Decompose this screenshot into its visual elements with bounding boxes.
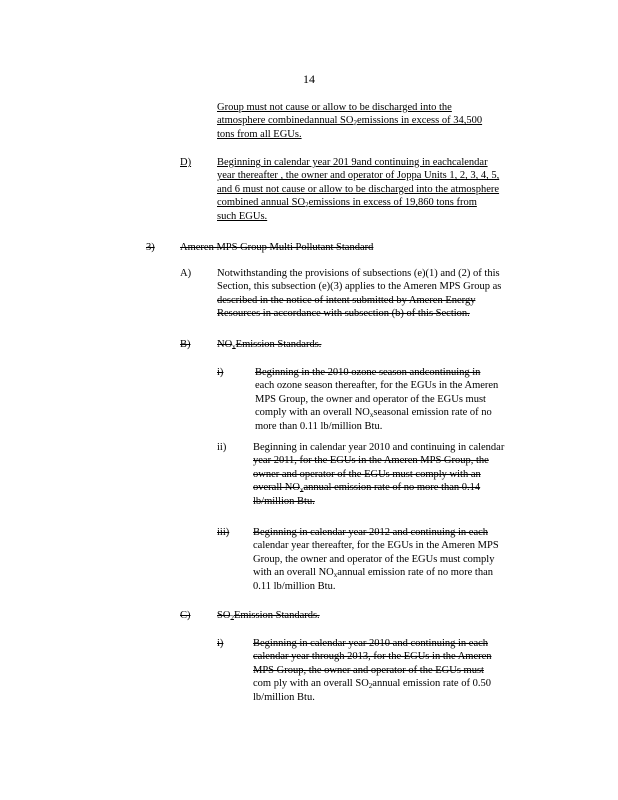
item-b-ii-line-4: overall $NO_xannual$ emission rate of no more than 0.14 <box>253 482 481 495</box>
item-c-i-line-5: lb/million Btu. <box>253 691 315 703</box>
item-d-text <box>217 156 529 223</box>
item-d-line-5: such EGUs. <box>217 210 268 222</box>
item-b-i-line-2: each ozone season thereafter, for the EGUs in the Ameren <box>255 380 499 392</box>
item-c-i-text <box>253 637 529 704</box>
item-b-label: B) <box>180 339 191 350</box>
cont-line-3: tons from all EGUs. <box>217 128 302 140</box>
section-3-label: 3) <box>146 242 155 253</box>
section-3-title: Ameren MPS Group Multi Pollutant Standard <box>180 242 374 253</box>
item-b-ii-text <box>253 441 533 508</box>
item-b-iii-line-2: calendar year thereafter, for the EGUs in the Ameren MPS <box>253 540 499 552</box>
item-b-i-line-5: more than 0.11 lb/million Btu. <box>255 420 383 432</box>
item-b-ii-line-1: Beginning in calendar year 2010 and continuing in calendar <box>253 442 505 453</box>
item-b-iii-label: iii) <box>217 527 230 538</box>
item-b-title: $NO_xEmission$ Standards. <box>217 339 322 351</box>
item-c-label: C) <box>180 610 191 621</box>
item-a-line-4: Resources in accordance with subsection (b) of this Section. <box>217 308 470 320</box>
continued-paragraph <box>217 101 529 141</box>
item-b-i-label: i) <box>217 367 224 378</box>
item-b-ii-line-3: owner and operator of the EGUs must comply with an <box>253 468 481 480</box>
item-b-i-text <box>255 366 529 433</box>
item-c-i-label: i) <box>217 638 224 649</box>
item-c-i-line-3: MPS Group, the owner and operator of the EGUs must <box>253 664 484 676</box>
item-b-iii-text <box>253 526 529 593</box>
item-d-line-3: and 6 must not cause or allow to be discharged into the atmosphere <box>217 183 500 195</box>
item-b-ii-label: ii) <box>217 442 227 453</box>
item-d-line-4: combined annual $SO_2emissions$ in excess of 19,860 tons from <box>217 197 477 210</box>
item-a-label: A) <box>180 268 192 279</box>
cont-line-1: Group must not cause or allow to be discharged into the <box>217 102 452 113</box>
item-d-line-1: Beginning in calendar year 201 9and continuing in eachcalendar <box>217 157 488 168</box>
item-d-line-2: year thereafter , the owner and operator of Joppa Units 1, 2, 3, 4, 5, <box>217 170 500 182</box>
item-b-i-line-3: MPS Group, the owner and operator of the EGUs must <box>255 393 486 405</box>
item-b-i-line-1: Beginning in the 2010 ozone season andcontinuing in <box>255 367 481 378</box>
item-a-line-3: described in the notice of intent submitted by Ameren Energy <box>217 294 476 306</box>
item-c-title: $SO_2Emission$ Standards. <box>217 610 320 622</box>
item-b-iii-line-5: 0.11 lb/million Btu. <box>253 580 336 592</box>
item-c-i-line-1: Beginning in calendar year 2010 and continuing in each <box>253 638 489 649</box>
item-b-ii-line-2: year 2011, for the EGUs in the Ameren MPS Group, the <box>253 455 489 467</box>
item-a-text <box>217 267 543 321</box>
page-number: 14 <box>303 72 315 86</box>
item-b-iii-line-3: Group, the owner and operator of the EGUs must comply <box>253 553 495 565</box>
item-d-label: D) <box>180 157 192 168</box>
item-b-i-line-4: comply with an overall $NO_xseasonal$ emission rate of no <box>255 407 492 420</box>
item-b-ii-line-5: lb/million Btu. <box>253 495 315 507</box>
item-b-iii-line-1: Beginning in calendar year 2012 and continuing in each <box>253 527 489 538</box>
item-c-i-line-4: com ply with an overall $SO_2annual$ emission rate of 0.50 <box>253 678 491 691</box>
item-a-line-2: Section, this subsection (e)(3) applies to the Ameren MPS Group as <box>217 281 502 293</box>
cont-line-2: atmosphere combinedannual $SO_2emissions$ in excess of 34,500 <box>217 115 483 128</box>
item-a-line-1: Notwithstanding the provisions of subsections (e)(1) and (2) of this <box>217 268 500 279</box>
item-b-iii-line-4: with an overall $NO_xannual$ emission rate of no more than <box>253 567 493 580</box>
item-c-i-line-2: calendar year through 2013, for the EGUs in the Ameren <box>253 651 492 663</box>
